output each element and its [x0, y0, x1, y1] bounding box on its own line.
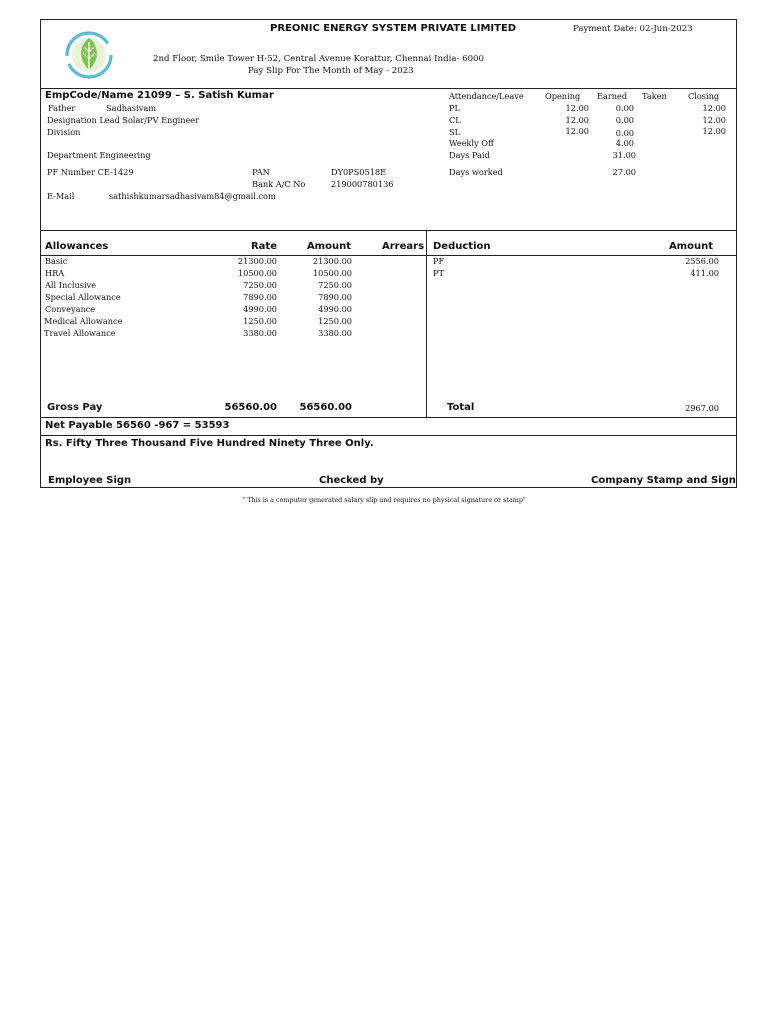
allowance-rate: 1250.00	[243, 316, 277, 326]
pf-number: PF Number CE-1429	[47, 167, 134, 177]
allowance-name: Medical Allowance	[44, 316, 123, 326]
allowance-amount: 7250.00	[318, 280, 352, 290]
allowance-name: All Inclusive	[45, 280, 97, 290]
attendance-row-closing: 12.00	[702, 126, 726, 136]
divider	[41, 255, 736, 256]
divider	[41, 88, 736, 89]
attendance-row-closing: 12.00	[702, 115, 726, 125]
amount-in-words: Rs. Fifty Three Thousand Five Hundred Ninety Three Only.	[45, 438, 374, 449]
attendance-row-opening: 12.00	[565, 115, 589, 125]
allowance-rate: 7890.00	[243, 292, 277, 302]
payment-date: Payment Date: 02-Jun-2023	[573, 24, 693, 34]
total-label: Total	[447, 402, 475, 413]
pan-label: PAN	[252, 167, 270, 177]
father-label: Father	[48, 103, 76, 113]
deduction-amount: 411.00	[690, 268, 719, 278]
attendance-row-earned: 0.00	[615, 115, 634, 125]
deduction-amount: 2556.00	[685, 256, 719, 266]
allowance-amount: 4990.00	[318, 304, 352, 314]
net-payable: Net Payable 56560 -967 = 53593	[45, 420, 230, 431]
email-label: E-Mail	[47, 191, 75, 201]
payslip-title: Pay Slip For The Month of May - 2023	[248, 66, 414, 76]
payslip	[40, 19, 737, 488]
footnote: " This is a computer generated salary slip and requires no physical signature or stamp"	[242, 496, 526, 504]
company-stamp-sign: Company Stamp and Sign	[591, 475, 736, 486]
weekly-off-value: 4.00	[615, 138, 634, 148]
attendance-header-opening: Opening	[545, 91, 581, 101]
allowance-amount: 21300.00	[312, 256, 352, 266]
allowance-amount: 1250.00	[318, 316, 352, 326]
allowance-rate: 21300.00	[237, 256, 277, 266]
allowance-name: Travel Allowance	[44, 328, 116, 338]
amount-header: Amount	[306, 241, 351, 252]
gross-pay-amount: 56560.00	[299, 402, 352, 413]
attendance-header-earned: Earned	[597, 91, 628, 101]
allowance-name: Special Allowance	[45, 292, 121, 302]
divider	[41, 435, 736, 436]
checked-by: Checked by	[319, 475, 384, 486]
leaf-logo-icon	[63, 26, 115, 84]
allowance-amount: 7890.00	[318, 292, 352, 302]
attendance-row-closing: 12.00	[702, 103, 726, 113]
pan-value: DY0PS0518E	[331, 167, 387, 177]
attendance-header-closing: Closing	[688, 91, 720, 101]
rate-header: Rate	[250, 241, 277, 252]
designation: Designation Lead Solar/PV Engineer	[47, 115, 200, 125]
deduction-name: PT	[433, 268, 444, 278]
divider	[41, 417, 736, 418]
deduction-name: PF	[433, 256, 445, 266]
arrears-header: Arrears	[382, 241, 425, 252]
allowance-name: Conveyance	[45, 304, 96, 314]
attendance-row-opening: 12.00	[565, 126, 589, 136]
attendance-row-earned: 0.00	[615, 103, 634, 113]
days-paid-label: Days Paid	[449, 150, 490, 160]
attendance-header-taken: Taken	[642, 91, 667, 101]
attendance-row-earned: 0.00	[615, 128, 634, 138]
bank-label: Bank A/C No	[252, 179, 306, 189]
bank-value: 219000780136	[331, 179, 394, 189]
department: Department Engineering	[47, 150, 151, 160]
allowance-name: HRA	[45, 268, 65, 278]
allowance-name: Basic	[45, 256, 68, 266]
attendance-row-label: SL	[449, 127, 461, 137]
days-worked-value: 27.00	[612, 167, 636, 177]
total-amount: 2967.00	[685, 403, 719, 413]
attendance-row-opening: 12.00	[565, 103, 589, 113]
company-name: PREONIC ENERGY SYSTEM PRIVATE LIMITED	[270, 23, 517, 34]
divider	[41, 230, 736, 231]
empcode-name: EmpCode/Name 21099 – S. Satish Kumar	[45, 90, 274, 101]
attendance-row-label: PL	[449, 103, 460, 113]
days-worked-label: Days worked	[449, 167, 503, 177]
allowance-rate: 7250.00	[243, 280, 277, 290]
allowance-rate: 4990.00	[243, 304, 277, 314]
gross-pay-label: Gross Pay	[47, 402, 103, 413]
allowance-rate: 10500.00	[237, 268, 277, 278]
father-value: Sadhasivam	[106, 103, 156, 113]
days-paid-value: 31.00	[612, 150, 636, 160]
division-label: Division	[47, 127, 81, 137]
attendance-header-label: Attendance/Leave	[449, 91, 524, 101]
deduction-amount-header: Amount	[668, 241, 713, 252]
allowance-rate: 3380.00	[243, 328, 277, 338]
weekly-off-label: Weekly Off	[449, 138, 494, 148]
email-value: sathishkumarsadhasivam84@gmail.com	[109, 191, 276, 201]
company-address: 2nd Floor, Smile Tower H-52, Central Avenue Korattur, Chennai India- 6000	[153, 54, 484, 64]
column-divider	[426, 230, 427, 418]
allowances-header: Allowances	[45, 241, 109, 252]
allowance-amount: 3380.00	[318, 328, 352, 338]
attendance-row-label: CL	[449, 115, 461, 125]
employee-sign: Employee Sign	[48, 475, 132, 486]
gross-pay-rate: 56560.00	[224, 402, 277, 413]
allowance-amount: 10500.00	[312, 268, 352, 278]
deduction-header: Deduction	[433, 241, 491, 252]
